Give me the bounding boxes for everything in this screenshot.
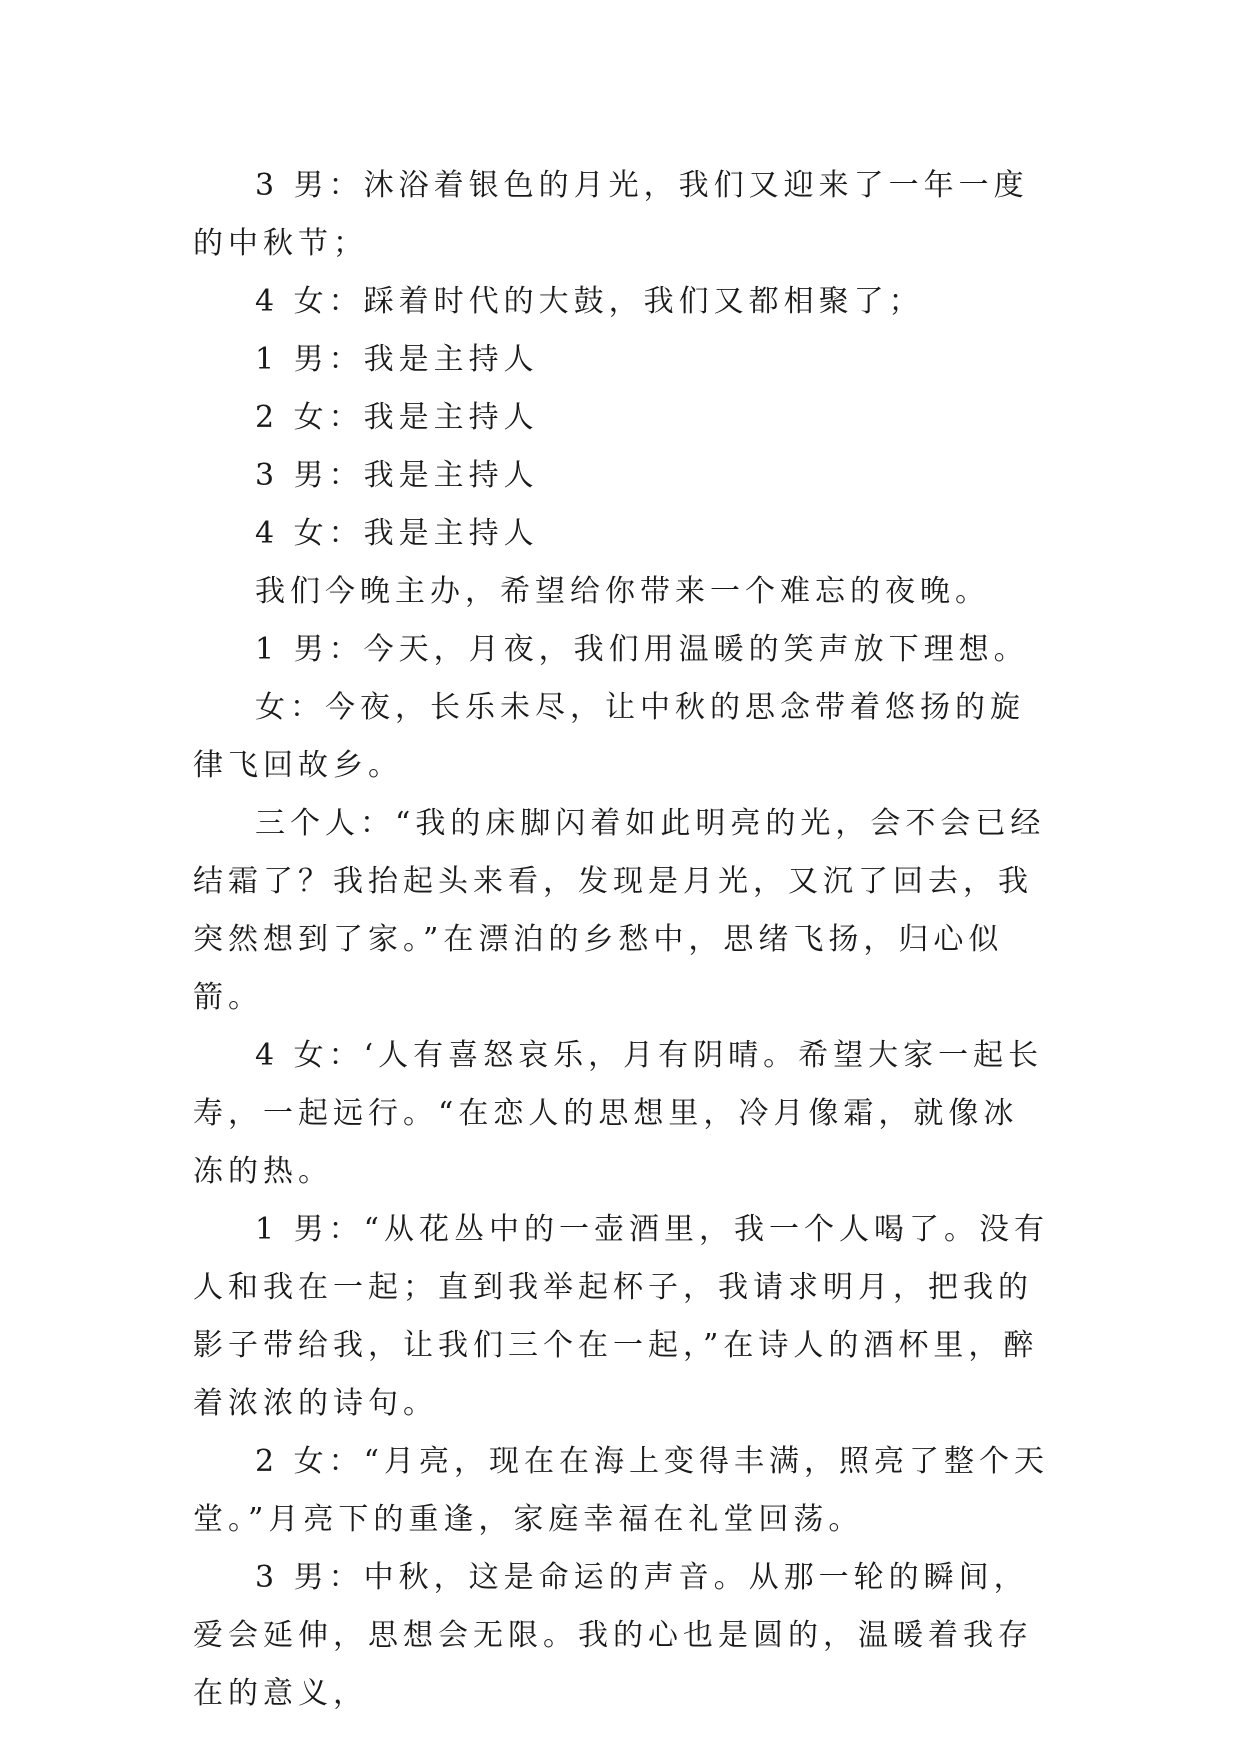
paragraph-3: 1 男：我是主持人 (255, 342, 539, 377)
paragraph-14: 3 男：中秋，这是命运的声音。从那一轮的瞬间，爱会延伸，思想会无限。我的心也是圆的，温暖着我存在的意义， (193, 1560, 1033, 1711)
paragraph-5: 3 男：我是主持人 (255, 458, 539, 493)
paragraph-1: 3 男：沐浴着银色的月光，我们又迎来了一年一度的中秋节； (193, 168, 1029, 261)
document-body (193, 157, 1053, 1723)
paragraph-2: 4 女：踩着时代的大鼓，我们又都相聚了； (255, 284, 924, 319)
paragraph-12: 1 男：“从花丛中的一壶酒里，我一个人喝了。没有人和我在一起；直到我举起杯子，我请求明月，把我的影子带给我，让我们三个在一起，”在诗人的酒杯里，醉着浓浓的诗句。 (193, 1212, 1049, 1421)
paragraph-6: 4 女：我是主持人 (255, 516, 539, 551)
paragraph-7: 我们今晚主办，希望给你带来一个难忘的夜晚。 (255, 574, 990, 609)
paragraph-4: 2 女：我是主持人 (255, 400, 539, 435)
paragraph-11: 4 女：‘人有喜怒哀乐，月有阴晴。希望大家一起长寿，一起远行。“在恋人的思想里，冷月像霜，就像冰冻的热。 (193, 1038, 1044, 1189)
paragraph-8: 1 男：今天，月夜，我们用温暖的笑声放下理想。 (255, 632, 1029, 667)
paragraph-9: 女：今夜，长乐未尽，让中秋的思念带着悠扬的旋律飞回故乡。 (193, 690, 1025, 783)
paragraph-13: 2 女：“月亮，现在在海上变得丰满，照亮了整个天堂。”月亮下的重逢，家庭幸福在礼堂回荡。 (193, 1444, 1049, 1537)
paragraph-10: 三个人：“我的床脚闪着如此明亮的光，会不会已经结霜了？我抬起头来看，发现是月光，又沉了回去，我突然想到了家。”在漂泊的乡愁中，思绪飞扬，归心似箭。 (193, 806, 1046, 1015)
